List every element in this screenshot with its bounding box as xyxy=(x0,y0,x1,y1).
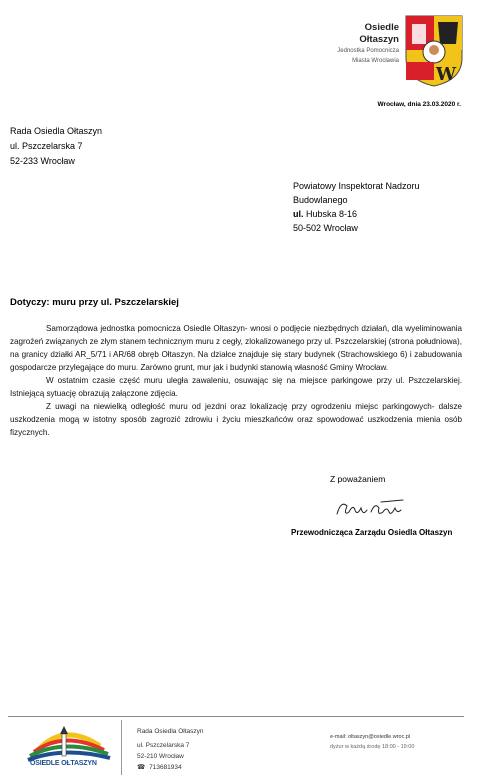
footer-address-line: Rada Osiedla Ołtaszyn xyxy=(137,728,204,735)
org-subtitle-line1: Jednostka Pomocnicza xyxy=(337,48,399,54)
phone-number: 713681934 xyxy=(149,764,182,771)
recipient-address xyxy=(293,179,420,235)
footer-column-divider xyxy=(121,720,122,775)
footer-office-hours: dyżur w każdą środę 18:00 - 19:00 xyxy=(330,744,415,750)
svg-text:W: W xyxy=(435,64,457,85)
phone-icon: ☎ xyxy=(137,764,146,771)
org-subtitle xyxy=(337,46,399,66)
sender-address xyxy=(10,124,102,169)
closing-phrase: Z poważaniem xyxy=(330,474,386,484)
body-paragraph: Z uwagi na niewielką odległość muru od jezdni oraz lokalizację przy ogrodzeniu miejsc parkingowych- dalsze uszkodzenia mogą w istotny sposób zagrozić zdrowiu i życiu mieszkańców oraz spowodować uszkodzenia mienia osób fizycznych. xyxy=(10,402,462,437)
body-paragraph: Samorządowa jednostka pomocnicza Osiedle Ołtaszyn- wnosi o podjęcie niezbędnych działań, dla wyeliminowania zagrożeń związanych ze złym stanem technicznym muru z cegły, zlokalizowanego przy ul. Pszczelarskiej (strona południowa), na granicy działki AR_5/71 i AR/68 obręb Ołtaszyn. Na działce znajduje się stary budynek (Strachowskiego 6) i zabudowania gospodarcze przylegające do muru. Zarówno grunt, mur jak i budynki stanowią własność Gminy Wrocław. xyxy=(10,324,462,372)
recipient-line: Powiatowy Inspektorat Nadzoru xyxy=(293,181,420,191)
street-prefix: ul. xyxy=(293,209,304,219)
handwritten-signature xyxy=(333,496,407,522)
org-subtitle-line2: Miasta Wrocławia xyxy=(352,58,399,64)
coat-of-arms-icon xyxy=(404,14,464,88)
footer-address-line: ul. Pszczelarska 7 xyxy=(137,742,190,749)
footer-phone xyxy=(137,762,203,773)
signer-title: Przewodnicząca Zarządu Osiedla Ołtaszyn xyxy=(291,528,453,537)
org-name-line1: Osiedle xyxy=(364,22,399,33)
street-name: Hubska 8-16 xyxy=(303,209,358,219)
footer-brand-name: OSIEDLE OŁTASZYN xyxy=(30,760,97,767)
footer-address xyxy=(137,726,203,773)
recipient-street xyxy=(293,207,420,221)
org-name-line2: Ołtaszyn xyxy=(359,34,399,45)
letter-subject: Dotyczy: muru przy ul. Pszczelarskiej xyxy=(10,297,179,308)
sender-line: ul. Pszczelarska 7 xyxy=(10,141,83,151)
sender-line: Rada Osiedla Ołtaszyn xyxy=(10,126,103,136)
recipient-line: 50-502 Wrocław xyxy=(293,223,358,233)
letter-body xyxy=(10,322,462,439)
org-name xyxy=(359,22,399,46)
footer-address-line: 52-210 Wrocław xyxy=(137,753,184,760)
letter-date: Wrocław, dnia 23.03.2020 r. xyxy=(377,101,461,108)
recipient-line: Budowlanego xyxy=(293,195,348,205)
footer-email: e-mail: oltaszyn@osiedle.wroc.pl xyxy=(330,734,411,740)
osiedle-logo-icon xyxy=(24,720,114,764)
footer-divider-line xyxy=(8,716,464,717)
sender-line: 52-233 Wrocław xyxy=(10,156,75,166)
footer-contact xyxy=(330,732,414,752)
body-paragraph: W ostatnim czasie część muru uległa zawaleniu, osuwając się na miejsce parkingowe przy ul. Pszczelarskiej. Istniejącą sytuację obrazują załączone zdjęcia. xyxy=(10,376,462,398)
